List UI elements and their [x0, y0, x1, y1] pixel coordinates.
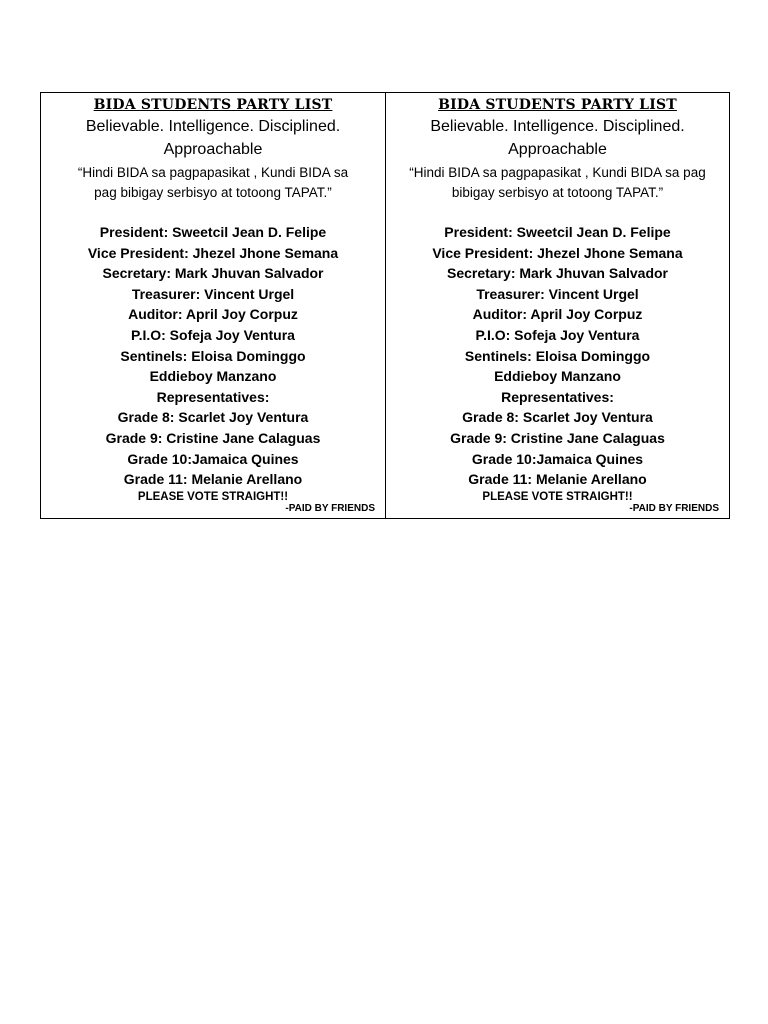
party-list-sheet: [40, 92, 730, 519]
quote-line: bibigay serbisyo at totoong TAPAT.”: [451, 185, 664, 200]
officer-line: Grade 8: Scarlet Joy Ventura: [462, 409, 653, 426]
paid-by-note: -PAID BY FRIENDS: [629, 503, 719, 514]
officer-list: [386, 222, 729, 490]
vote-straight-note: PLEASE VOTE STRAIGHT!!: [137, 490, 289, 503]
card-title: BIDA STUDENTS PARTY LIST: [93, 97, 333, 113]
officer-line: Grade 11: Melanie Arellano: [468, 471, 647, 488]
card-title: BIDA STUDENTS PARTY LIST: [438, 97, 677, 113]
officer-line: P.I.O: Sofeja Joy Ventura: [475, 326, 640, 343]
officer-line: Grade 10:Jamaica Quines: [127, 450, 299, 467]
officer-line: Treasurer: Vincent Urgel: [476, 285, 639, 302]
vote-straight-note: PLEASE VOTE STRAIGHT!!: [482, 490, 633, 503]
officer-line: Vice President: Jhezel Jhone Semana: [432, 244, 683, 261]
motto-line: Approachable: [163, 141, 263, 158]
officer-line: Grade 10:Jamaica Quines: [471, 450, 644, 467]
officer-line: Auditor: April Joy Corpuz: [128, 306, 298, 323]
officer-line: Representatives:: [156, 388, 270, 405]
officer-line: Eddieboy Manzano: [494, 368, 621, 385]
quote-line: “Hindi BIDA sa pagpapasikat , Kundi BIDA sa pag: [409, 165, 706, 180]
officer-line: President: Sweetcil Jean D. Felipe: [99, 224, 327, 240]
officer-line: Eddieboy Manzano: [149, 368, 277, 385]
officer-line: Secretary: Mark Jhuvan Salvador: [102, 265, 324, 282]
officer-line: P.I.O: Sofeja Joy Ventura: [131, 326, 295, 343]
officer-line: President: Sweetcil Jean D. Felipe: [444, 224, 671, 240]
paid-by-note: -PAID BY FRIENDS: [285, 503, 375, 514]
quote-line: “Hindi BIDA sa pagpapasikat , Kundi BIDA sa: [77, 165, 349, 180]
officer-line: Sentinels: Eloisa Dominggo: [464, 347, 651, 364]
officer-line: Grade 11: Melanie Arellano: [123, 471, 303, 488]
officer-line: Secretary: Mark Jhuvan Salvador: [447, 265, 668, 282]
officer-line: Grade 8: Scarlet Joy Ventura: [117, 409, 309, 426]
officer-line: Representatives:: [501, 388, 614, 405]
quote-line: pag bibigay serbisyo at totoong TAPAT.”: [94, 185, 332, 200]
officer-line: Auditor: April Joy Corpuz: [472, 306, 643, 323]
party-list-card-right: [385, 93, 729, 518]
party-list-card-left: [41, 93, 385, 518]
officer-list: [41, 222, 385, 490]
motto-line: Approachable: [508, 141, 607, 158]
officer-line: Grade 9: Cristine Jane Calaguas: [450, 429, 665, 446]
officer-line: Vice President: Jhezel Jhone Semana: [87, 244, 339, 261]
officer-line: Sentinels: Eloisa Dominggo: [120, 347, 306, 364]
motto-line: Believable. Intelligence. Disciplined.: [85, 118, 341, 135]
officer-line: Treasurer: Vincent Urgel: [131, 285, 295, 302]
motto-line: Believable. Intelligence. Disciplined.: [430, 118, 685, 135]
officer-line: Grade 9: Cristine Jane Calaguas: [105, 429, 321, 446]
